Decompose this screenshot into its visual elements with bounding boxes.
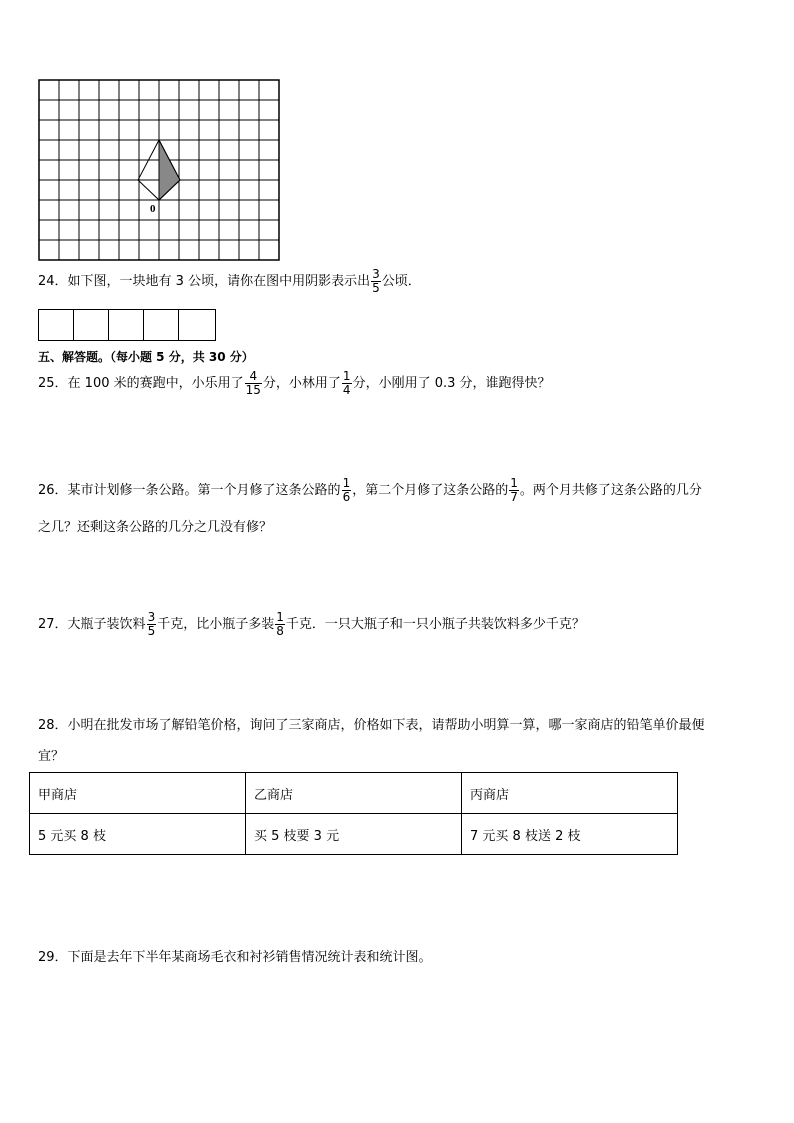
strip-cell: [39, 310, 74, 340]
price-table: [29, 772, 678, 855]
table-row: [30, 814, 678, 855]
kite-shaded-half: [159, 140, 180, 200]
question-28-line2: 宜？: [38, 749, 65, 764]
strip-cell: [179, 310, 215, 340]
land-strip-5-parts: [38, 309, 216, 341]
question-28: 28．小明在批发市场了解铅笔价格，询问了三家商店，价格如下表，请帮助小明算一算，哪一家商店的铅笔单价最便: [38, 718, 705, 733]
section-5-heading: 五、解答题。（每小题 5 分，共 30 分）: [38, 350, 254, 364]
header-shop-jia: 甲商店: [30, 773, 246, 814]
question-26: 26．某市计划修一条公路。第一个月修了这条公路的 $\frac{1}{6}$ ，第二个月修了这条公路的 $\frac{1}{7}$ 。两个月共修了这条公路的几分: [38, 476, 702, 504]
strip-cell: [74, 310, 109, 340]
origin-label: 0: [150, 203, 156, 215]
question-29: 29．下面是去年下半年某商场毛衣和衬衫销售情况统计表和统计图。: [38, 950, 432, 965]
price-shop-jia: 5 元买 8 枝: [30, 814, 246, 855]
kite-shape: [138, 140, 180, 200]
price-shop-yi: 买 5 枝要 3 元: [246, 814, 462, 855]
question-24: 24．如下图，一块地有 3 公顷，请你在图中用阴影表示出 $\frac{3}{5}$ 公顷．: [38, 267, 421, 295]
question-25: 25．在 100 米的赛跑中，小乐用了 $\frac{4}{15}$ 分，小林用了 $\frac{1}{4}$ 分，小刚用了 0.3 分，谁跑得快？: [38, 369, 551, 397]
fraction-3-5: $\frac{3}{5}$: [372, 267, 380, 295]
strip-cell: [144, 310, 179, 340]
header-shop-yi: 乙商店: [246, 773, 462, 814]
header-shop-bing: 丙商店: [462, 773, 678, 814]
question-27: 27．大瓶子装饮料 $\frac{3}{5}$ 千克，比小瓶子多装 $\frac{1}{8}$ 千克．一只大瓶子和一只小瓶子共装饮料多少千克？: [38, 610, 585, 638]
strip-cell: [109, 310, 144, 340]
price-shop-bing: 7 元买 8 枝送 2 枝: [462, 814, 678, 855]
table-row: [30, 773, 678, 814]
grid-figure: [38, 79, 280, 261]
question-26-line2: 之几？还剩这条公路的几分之几没有修？: [38, 520, 273, 535]
